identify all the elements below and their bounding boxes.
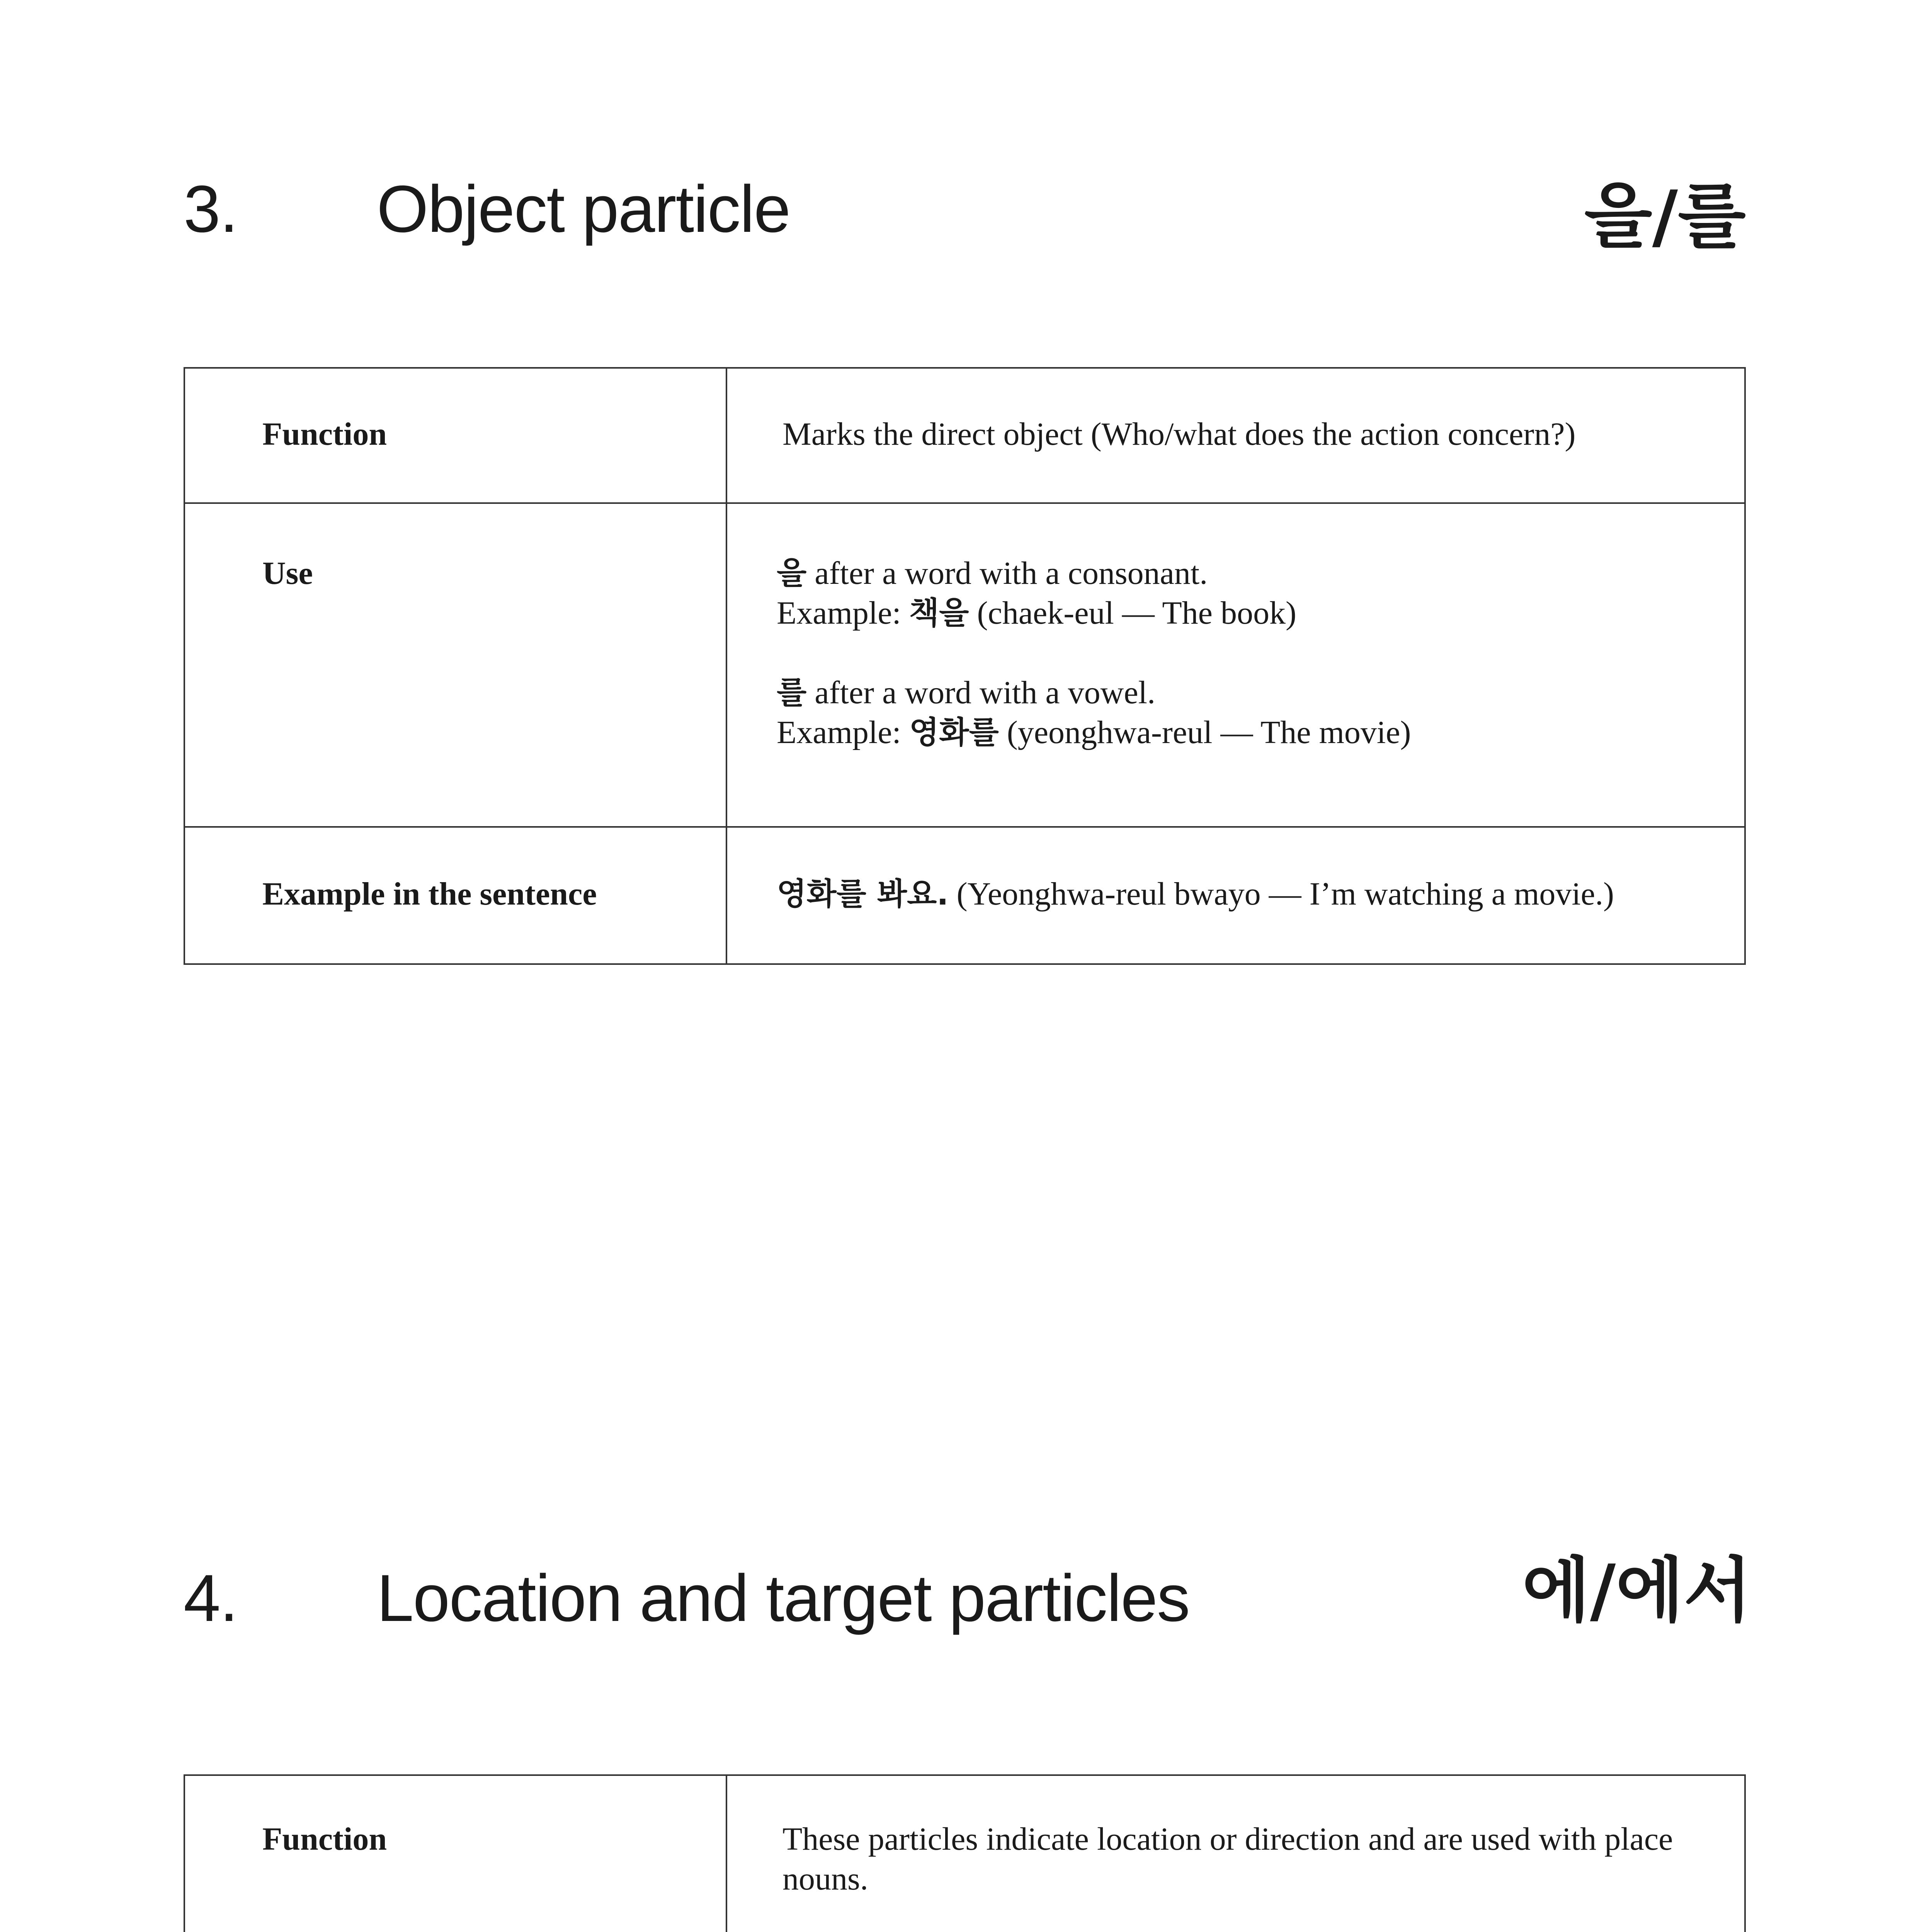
- table-row: [184, 827, 1745, 964]
- use-line: 을 after a word with a consonant.: [777, 555, 1208, 591]
- row-label: Example in the sentence: [184, 827, 726, 964]
- row-value: 영화를 봐요. (Yeonghwa-reul bwayo — I’m watching a movie.): [726, 827, 1745, 964]
- section-title: Location and target particles: [377, 1561, 1189, 1635]
- location-particle-table: [184, 1774, 1746, 1932]
- use-line: 를 after a word with a vowel.: [777, 675, 1155, 711]
- row-label: Use: [184, 503, 726, 827]
- section-number: 4.: [184, 1561, 238, 1635]
- section-particle: 을/를: [1584, 175, 1746, 257]
- row-label: Function: [184, 1775, 726, 1932]
- use-example: Example: 책을 (chaek-eul — The book): [777, 595, 1296, 631]
- table-row: [184, 1775, 1745, 1932]
- row-value: [726, 503, 1745, 827]
- row-value: Marks the direct object (Who/what does the action concern?): [726, 368, 1745, 503]
- section-title: Object particle: [377, 172, 790, 246]
- row-value: These particles indicate location or direction and are used with place nouns.: [726, 1775, 1745, 1932]
- korean-term: 영화를: [909, 714, 999, 750]
- row-label: Function: [184, 368, 726, 503]
- object-particle-table: [184, 367, 1746, 965]
- korean-term: 책을: [909, 595, 969, 631]
- table-row: [184, 503, 1745, 827]
- korean-term: 를: [777, 675, 807, 711]
- use-example: Example: 영화를 (yeonghwa-reul — The movie): [777, 714, 1411, 750]
- section-number: 3.: [184, 172, 238, 246]
- korean-sentence: 영화를 봐요.: [777, 876, 949, 912]
- table-row: [184, 368, 1745, 503]
- korean-term: 을: [777, 555, 807, 591]
- section-particle: 에/에서: [1522, 1549, 1752, 1631]
